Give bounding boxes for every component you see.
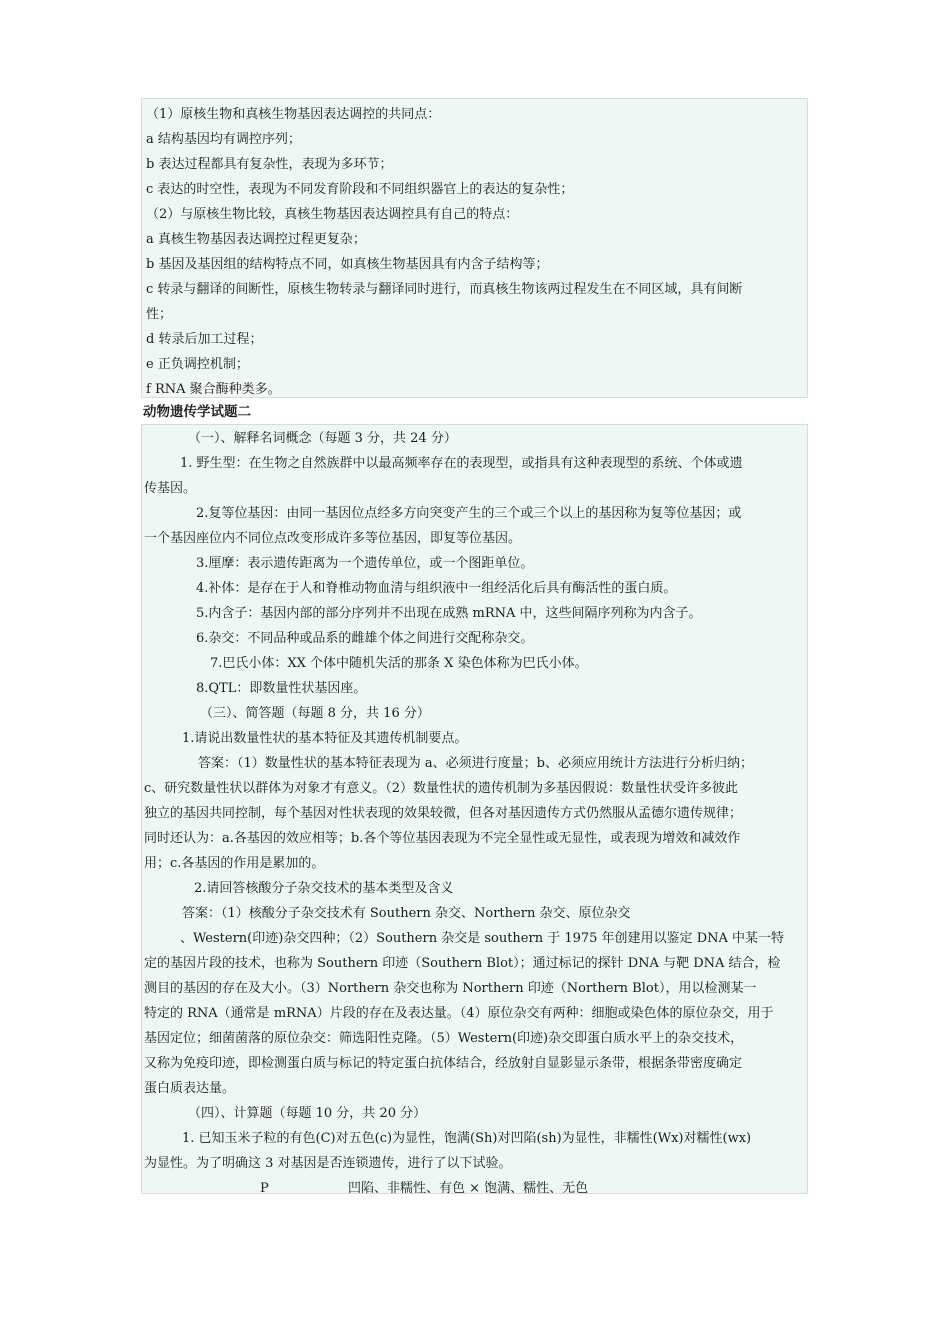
text-line: 4.补体：是存在于人和脊椎动物血清与组织液中一组经活化后具有酶活性的蛋白质。 [196,581,677,596]
text-line: c 表达的时空性，表现为不同发育阶段和不同组织器官上的表达的复杂性； [146,182,574,197]
section-subheading: （四）、计算题（每题 10 分，共 20 分） [188,1106,427,1121]
text-line: b 基因及基因组的结构特点不同，如真核生物基因具有内含子结构等； [146,257,549,272]
text-line: 凹陷、非糯性、有色 × 饱满、糯性、无色 [348,1181,589,1196]
text-line: b 表达过程都具有复杂性，表现为多环节； [146,157,393,172]
text-line: 性； [146,307,173,322]
text-line: 、Western(印迹)杂交四种；（2）Southern 杂交是 southern 于 1975 年创建用以鉴定 DNA 中某一特 [180,931,785,946]
text-line: 2.请回答核酸分子杂交技术的基本类型及含义 [194,881,454,896]
text-line: c、研究数量性状以群体为对象才有意义。（2）数量性状的遗传机制为多基因假说：数量性状受许多彼此 [144,781,739,796]
text-line: 用；c.各基因的作用是累加的。 [144,856,325,871]
text-line: 测目的基因的存在及大小。（3）Northern 杂交也称为 Northern 印迹（Northern Blot），用以检测某一 [144,981,757,996]
text-line: P [260,1181,269,1196]
section-subheading: （一）、解释名词概念（每题 3 分，共 24 分） [188,431,457,446]
text-line: 传基因。 [144,481,197,496]
text-line: 基因定位；细菌菌落的原位杂交：筛选阳性克隆。（5）Western(印迹)杂交即蛋白质水平上的杂交技术， [144,1031,744,1046]
text-line: 特定的 RNA（通常是 mRNA）片段的存在及表达量。（4）原位杂交有两种：细胞或染色体的原位杂交，用于 [144,1006,774,1021]
answer-box-gene-regulation [141,98,808,398]
text-line: 定的基因片段的技术，也称为 Southern 印迹（Southern Blot）；通过标记的探针 DNA 与靶 DNA 结合，检 [144,956,781,971]
text-line: （2）与原核生物比较，真核生物基因表达调控具有自己的特点： [146,207,519,222]
text-line: 答案：（1）核酸分子杂交技术有 Southern 杂交、Northern 杂交、原位杂交 [182,906,631,921]
text-line: 独立的基因共同控制，每个基因对性状表现的效果较微，但各对基因遗传方式仍然服从孟德尔遗传规律； [144,806,743,821]
text-line: a 结构基因均有调控序列； [146,132,301,147]
text-line: 6.杂交：不同品种或品系的雌雄个体之间进行交配称杂交。 [196,631,534,646]
text-line: 蛋白质表达量。 [144,1081,236,1096]
text-line: e 正负调控机制； [146,357,249,372]
text-line: 为显性。为了明确这 3 对基因是否连锁遗传，进行了以下试验。 [144,1156,512,1171]
text-line: d 转录后加工过程； [146,332,263,347]
text-line: 5.内含子：基因内部的部分序列并不出现在成熟 mRNA 中，这些间隔序列称为内含子。 [196,606,702,621]
text-line: 1. 已知玉米子粒的有色(C)对五色(c)为显性，饱满(Sh)对凹陷(sh)为显性，非糯性(Wx)对糯性(wx) [182,1131,752,1146]
text-line: 1.请说出数量性状的基本特征及其遗传机制要点。 [182,731,468,746]
text-line: 同时还认为：a.各基因的效应相等；b.各个等位基因表现为不完全显性或无显性，或表现为增效和减效作 [144,831,741,846]
section-subheading: （三）、简答题（每题 8 分，共 16 分） [200,706,430,721]
text-line: 一个基因座位内不同位点改变形成许多等位基因，即复等位基因。 [144,531,522,546]
text-line: 8.QTL：即数量性状基因座。 [196,681,367,696]
text-line: 3.厘摩：表示遗传距离为一个遗传单位，或一个图距单位。 [196,556,534,571]
text-line: a 真核生物基因表达调控过程更复杂； [146,232,366,247]
text-line: 1. 野生型：在生物之自然族群中以最高频率存在的表现型，或指具有这种表现型的系统、个体或遗 [180,456,743,471]
text-line: 又称为免疫印迹，即检测蛋白质与标记的特定蛋白抗体结合，经放射自显影显示条带，根据条带密度确定 [144,1056,743,1071]
text-line: （1）原核生物和真核生物基因表达调控的共同点： [146,107,441,122]
text-line: 答案：（1）数量性状的基本特征表现为 a、必须进行度量；b、必须应用统计方法进行分析归纳； [198,756,753,771]
text-line: 7.巴氏小体：XX 个体中随机失活的那条 X 染色体称为巴氏小体。 [210,656,588,671]
text-line: c 转录与翻译的间断性，原核生物转录与翻译同时进行，而真核生物该两过程发生在不同区域，具有间断 [146,282,743,297]
text-line: 2.复等位基因：由同一基因位点经多方向突变产生的三个或三个以上的基因称为复等位基因；或 [196,506,742,521]
text-line: f RNA 聚合酶种类多。 [146,382,281,397]
section-heading: 动物遗传学试题二 [143,404,251,420]
exam-content-box [141,424,808,1194]
